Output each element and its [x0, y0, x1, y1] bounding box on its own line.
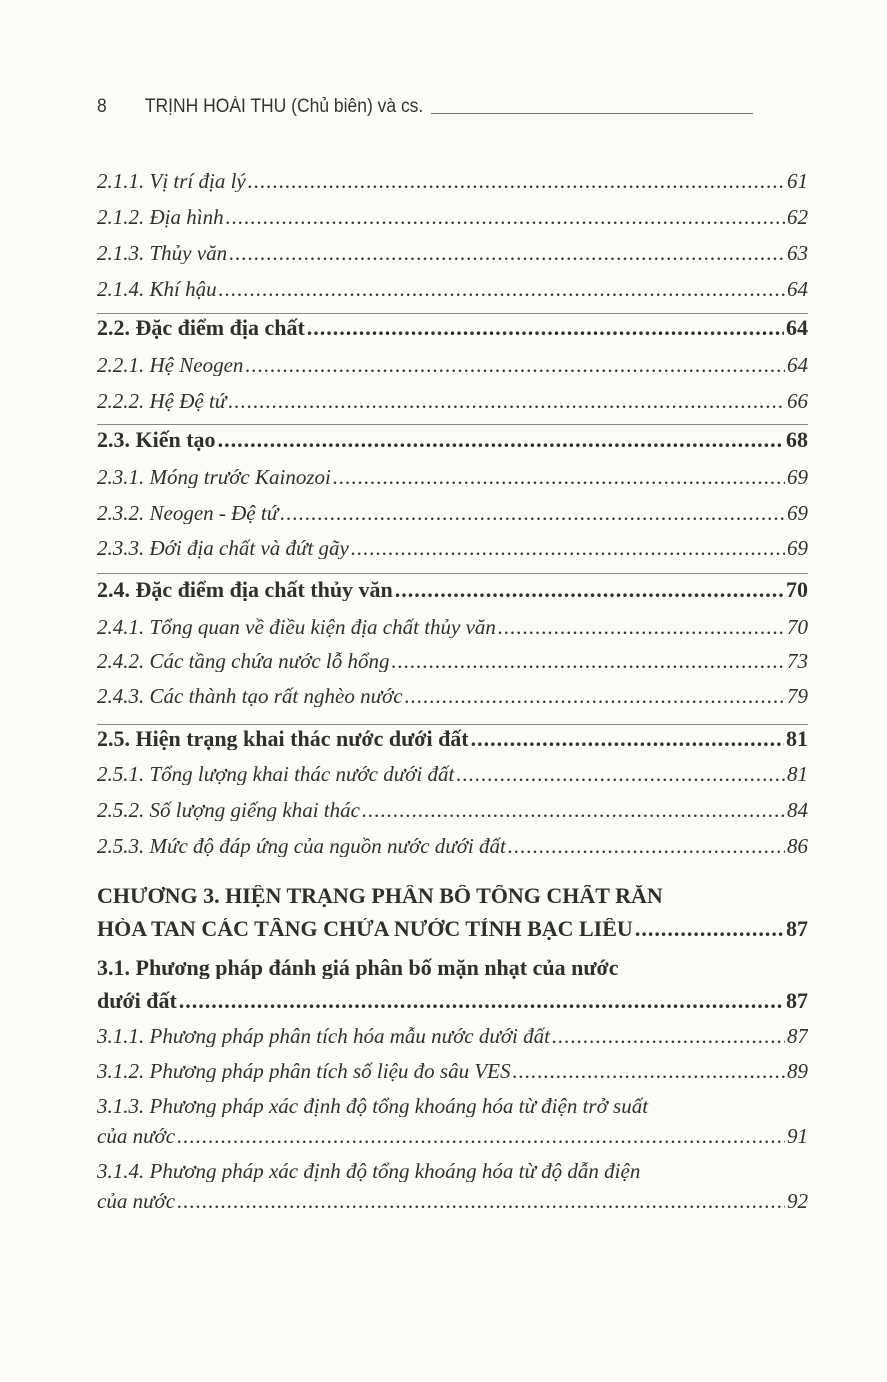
toc-entry-title: 2.5. Hiện trạng khai thác nước dưới đất	[97, 728, 469, 750]
toc-page-number: 62	[787, 206, 808, 228]
section-divider	[97, 724, 808, 725]
section-divider	[97, 313, 808, 314]
section-divider	[97, 573, 808, 574]
running-header	[97, 88, 753, 118]
dot-leader	[552, 1025, 785, 1047]
toc-section-entry[interactable]	[97, 579, 808, 601]
dot-leader	[471, 728, 784, 750]
toc-subsection-entry[interactable]	[97, 763, 808, 785]
toc-subsection-entry[interactable]	[97, 1025, 808, 1047]
toc-entry-title: 2.5.3. Mức độ đáp ứng của nguồn nước dưới đất	[97, 835, 506, 857]
toc-page-number: 92	[787, 1190, 808, 1212]
toc-entry-title: 2.2. Đặc điểm địa chất	[97, 317, 305, 339]
toc-subsection-entry[interactable]	[97, 278, 808, 300]
toc-subsection-entry[interactable]	[97, 1095, 808, 1147]
dot-leader	[362, 799, 785, 821]
toc-page-number: 69	[787, 502, 808, 524]
toc-page-number: 64	[787, 278, 808, 300]
section-divider	[97, 424, 808, 425]
toc-subsection-entry[interactable]	[97, 206, 808, 228]
toc-entry-title: 2.2.2. Hệ Đệ tứ	[97, 390, 227, 412]
dot-leader	[219, 278, 785, 300]
page-number: 8	[97, 96, 107, 117]
toc-entry-title: 3.1.4. Phương pháp xác định độ tổng khoáng hóa từ độ dẫn điện	[97, 1160, 641, 1182]
dot-leader	[228, 390, 785, 412]
toc-entry-title: 3.1. Phương pháp đánh giá phân bố mặn nhạt của nước	[97, 957, 619, 979]
toc-page-number: 69	[787, 537, 808, 559]
toc-page-number: 89	[787, 1060, 808, 1082]
dot-leader	[307, 317, 784, 339]
toc-page-number: 86	[787, 835, 808, 857]
running-title: TRỊNH HOÀI THU (Chủ biên) và cs.	[144, 96, 424, 117]
toc-subsection-entry[interactable]	[97, 685, 808, 707]
dot-leader	[635, 918, 784, 940]
toc-entry-title: 2.4. Đặc điểm địa chất thủy văn	[97, 579, 393, 601]
toc-entry-title: 3.1.2. Phương pháp phân tích số liệu đo sâu VES	[97, 1060, 511, 1082]
dot-leader	[177, 1125, 785, 1147]
dot-leader	[498, 616, 785, 638]
toc-page-number: 70	[787, 616, 808, 638]
toc-entry-title: 2.4.2. Các tầng chứa nước lỗ hổng	[97, 650, 390, 672]
toc-page-number: 87	[787, 1025, 808, 1047]
toc-entry-title: 3.1.1. Phương pháp phân tích hóa mẫu nước dưới đất	[97, 1025, 550, 1047]
dot-leader	[179, 990, 784, 1012]
toc-entry-title: 2.1.2. Địa hình	[97, 206, 224, 228]
toc-page-number: 81	[787, 763, 808, 785]
toc-entry-title: HÒA TAN CÁC TẦNG CHỨA NƯỚC TỈNH BẠC LIÊU	[97, 918, 633, 940]
toc-entry-title: 2.3.3. Đới địa chất và đứt gãy	[97, 537, 349, 559]
dot-leader	[248, 170, 785, 192]
toc-entry-title: dưới đất	[97, 990, 177, 1012]
toc-page-number: 81	[786, 728, 808, 750]
dot-leader	[392, 650, 785, 672]
toc-entry-title: CHƯƠNG 3. HIỆN TRẠNG PHÂN BỐ TỔNG CHẤT RẮN	[97, 885, 663, 907]
toc-entry-title: 2.5.2. Số lượng giếng khai thác	[97, 799, 360, 821]
dot-leader	[395, 579, 784, 601]
toc-subsection-entry[interactable]	[97, 1160, 808, 1212]
toc-subsection-entry[interactable]	[97, 502, 808, 524]
toc-section-entry[interactable]	[97, 957, 808, 1012]
toc-subsection-entry[interactable]	[97, 799, 808, 821]
toc-page-number: 87	[786, 990, 808, 1012]
toc-entry-title: 2.1.3. Thủy văn	[97, 242, 228, 264]
toc-section-entry[interactable]	[97, 728, 808, 750]
toc-page-number: 68	[786, 429, 808, 451]
toc-entry-title: 2.1.4. Khí hậu	[97, 278, 217, 300]
toc-entry-title: 2.3. Kiến tạo	[97, 429, 216, 451]
toc-entry-title: 2.3.2. Neogen - Đệ tứ	[97, 502, 279, 524]
dot-leader	[508, 835, 785, 857]
toc-page-number: 87	[786, 918, 808, 940]
toc-entry-title: 2.3.1. Móng trước Kainozoi	[97, 466, 331, 488]
toc-subsection-entry[interactable]	[97, 835, 808, 857]
toc-section-entry[interactable]	[97, 429, 808, 451]
toc-entry-title: 2.4.1. Tổng quan về điều kiện địa chất thủy văn	[97, 616, 496, 638]
toc-entry-title: 2.5.1. Tổng lượng khai thác nước dưới đất	[97, 763, 455, 785]
toc-subsection-entry[interactable]	[97, 170, 808, 192]
toc-page-number: 73	[787, 650, 808, 672]
dot-leader	[512, 1060, 785, 1082]
toc-subsection-entry[interactable]	[97, 650, 808, 672]
toc-page-number: 63	[787, 242, 808, 264]
dot-leader	[333, 466, 785, 488]
dot-leader	[245, 354, 785, 376]
toc-page-number: 64	[787, 354, 808, 376]
toc-page-number: 69	[787, 466, 808, 488]
toc-subsection-entry[interactable]	[97, 616, 808, 638]
toc-subsection-entry[interactable]	[97, 1060, 808, 1082]
toc-subsection-entry[interactable]	[97, 390, 808, 412]
toc-page-number: 64	[786, 317, 808, 339]
header-rule	[431, 113, 753, 114]
dot-leader	[351, 537, 785, 559]
toc-entry-title: 2.2.1. Hệ Neogen	[97, 354, 244, 376]
toc-page-number: 70	[786, 579, 808, 601]
toc-entry-title: 2.1.1. Vị trí địa lý	[97, 170, 246, 192]
toc-page-number: 61	[787, 170, 808, 192]
toc-section-entry[interactable]	[97, 885, 808, 940]
dot-leader	[218, 429, 784, 451]
dot-leader	[229, 242, 785, 264]
dot-leader	[280, 502, 785, 524]
toc-page-number: 79	[787, 685, 808, 707]
dot-leader	[177, 1190, 785, 1212]
toc-subsection-entry[interactable]	[97, 466, 808, 488]
toc-entry-title: của nước	[97, 1190, 176, 1212]
toc-subsection-entry[interactable]	[97, 242, 808, 264]
dot-leader	[226, 206, 785, 228]
dot-leader	[405, 685, 785, 707]
toc-subsection-entry[interactable]	[97, 354, 808, 376]
toc-entry-title: 3.1.3. Phương pháp xác định độ tổng khoáng hóa từ điện trở suất	[97, 1095, 649, 1117]
toc-page-number: 91	[787, 1125, 808, 1147]
toc-page-number: 66	[787, 390, 808, 412]
toc-entry-title: 2.4.3. Các thành tạo rất nghèo nước	[97, 685, 403, 707]
toc-page-number: 84	[787, 799, 808, 821]
dot-leader	[456, 763, 785, 785]
toc-subsection-entry[interactable]	[97, 537, 808, 559]
toc-section-entry[interactable]	[97, 317, 808, 339]
toc-entry-title: của nước	[97, 1125, 176, 1147]
